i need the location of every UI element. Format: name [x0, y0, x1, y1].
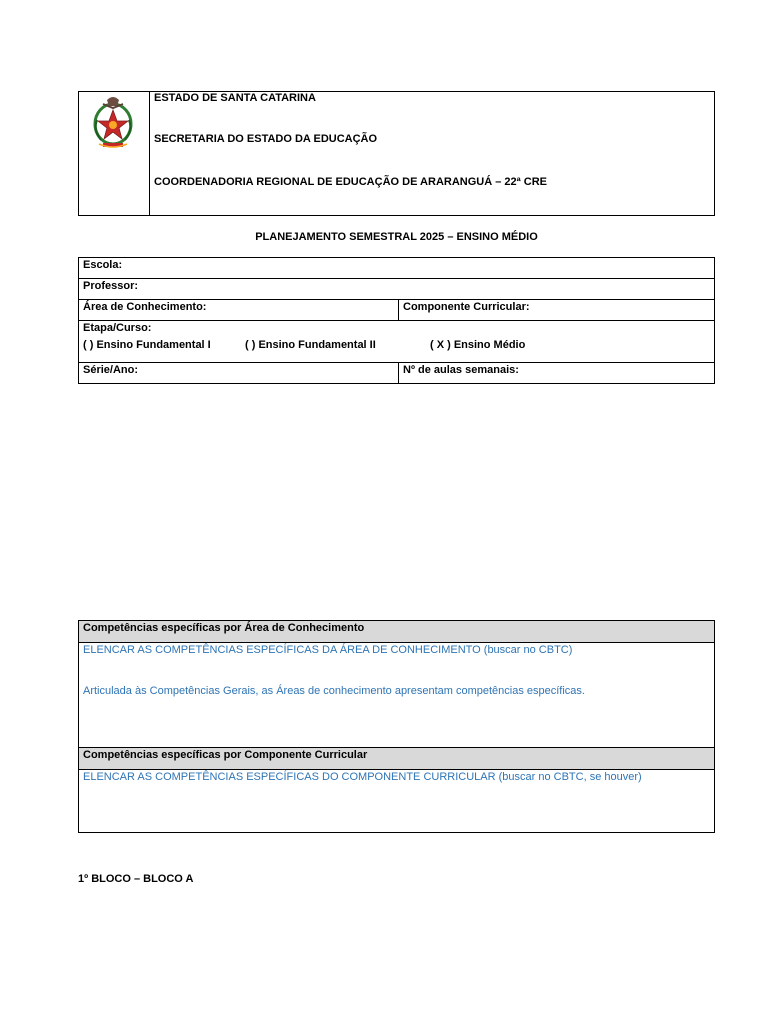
- field-aulas[interactable]: [399, 363, 715, 384]
- componente-competencias-header: Competências específicas por Componente Curricular: [79, 748, 715, 770]
- page-title: PLANEJAMENTO SEMESTRAL 2025 – ENSINO MÉDIO: [255, 231, 538, 243]
- header-box: [78, 91, 715, 216]
- option-ensino-medio[interactable]: ( X ) Ensino Médio: [430, 339, 526, 351]
- field-etapa[interactable]: [79, 321, 715, 363]
- area-competencias-content[interactable]: [79, 643, 715, 748]
- option-fundamental-2[interactable]: ( ) Ensino Fundamental II: [245, 339, 376, 351]
- label-escola: Escola:: [83, 259, 123, 271]
- label-etapa: Etapa/Curso:: [83, 322, 152, 334]
- header-state: ESTADO DE SANTA CATARINA: [154, 92, 316, 104]
- field-escola[interactable]: [79, 258, 715, 279]
- field-professor[interactable]: [79, 279, 715, 300]
- header-coordination: COORDENADORIA REGIONAL DE EDUCAÇÃO DE ARARANGUÁ – 22ª CRE: [154, 176, 547, 188]
- field-area[interactable]: [79, 300, 399, 321]
- competencias-table: [78, 620, 715, 833]
- area-competencias-header: Competências específicas por Área de Conhecimento: [79, 621, 715, 643]
- etapa-options: [83, 335, 710, 356]
- state-coat-of-arms-icon: [89, 94, 137, 150]
- option-fundamental-1[interactable]: ( ) Ensino Fundamental I: [83, 339, 211, 351]
- field-componente[interactable]: [399, 300, 715, 321]
- identification-form: [78, 257, 715, 384]
- componente-competencias-content[interactable]: [79, 770, 715, 833]
- area-competencias-note: Articulada às Competências Gerais, as Áreas de conhecimento apresentam competências específicas.: [83, 685, 585, 697]
- area-competencias-instruction: ELENCAR AS COMPETÊNCIAS ESPECÍFICAS DA ÁREA DE CONHECIMENTO (buscar no CBTC): [83, 644, 573, 656]
- label-area: Área de Conhecimento:: [83, 301, 207, 313]
- field-serie[interactable]: [79, 363, 399, 384]
- label-aulas: Nº de aulas semanais:: [403, 364, 519, 376]
- label-professor: Professor:: [83, 280, 139, 292]
- componente-competencias-instruction: ELENCAR AS COMPETÊNCIAS ESPECÍFICAS DO COMPONENTE CURRICULAR (buscar no CBTC, se houver): [83, 771, 642, 783]
- label-componente: Componente Curricular:: [403, 301, 530, 313]
- header-secretariat: SECRETARIA DO ESTADO DA EDUCAÇÃO: [154, 133, 378, 145]
- block-title: 1º BLOCO – BLOCO A: [78, 873, 194, 885]
- crest-cell: [79, 92, 150, 215]
- label-serie: Série/Ano:: [83, 364, 139, 376]
